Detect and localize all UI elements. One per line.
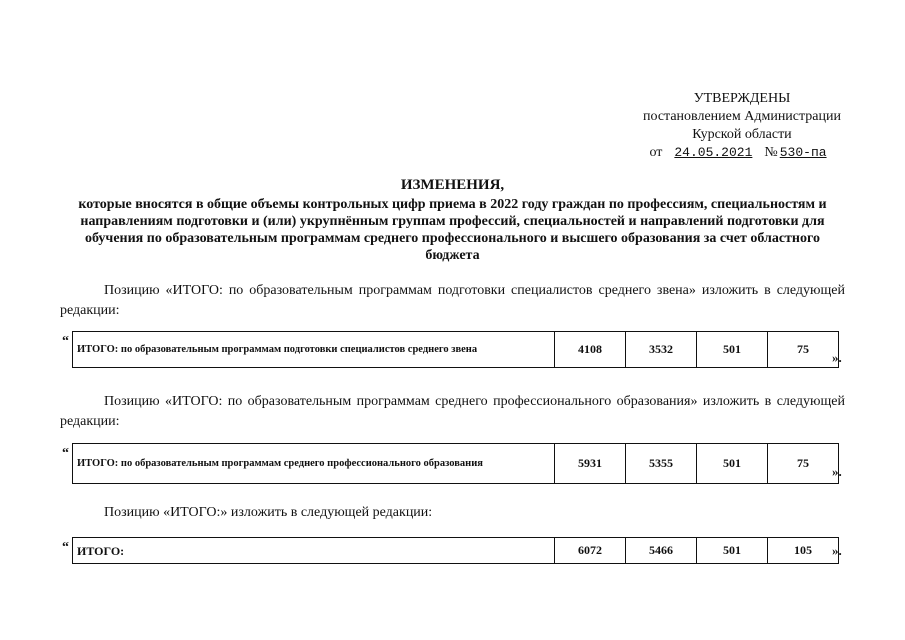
approval-date-line — [643, 144, 841, 162]
quote-close-1: ». — [832, 350, 842, 365]
number-prefix: № — [764, 145, 778, 160]
row-label: ИТОГО: — [73, 538, 555, 564]
approval-issuer: постановлением Администрации — [643, 109, 841, 124]
quote-close-2: ». — [832, 464, 842, 479]
quote-open-2: “ — [62, 446, 69, 461]
date-prefix: от — [649, 145, 663, 160]
quote-close-3: ». — [832, 543, 842, 558]
approval-heading: УТВЕРЖДЕНЫ — [693, 91, 791, 106]
row-value: 5355 — [626, 444, 697, 484]
row-value: 5466 — [626, 538, 697, 564]
row-value: 501 — [697, 538, 768, 564]
approval-number: 530-па — [779, 145, 827, 160]
quote-open-1: “ — [62, 334, 69, 349]
approval-stamp — [643, 90, 841, 162]
quote-open-3: “ — [62, 540, 69, 555]
approval-region: Курской области — [692, 127, 792, 142]
row-value: 105 — [768, 538, 839, 564]
paragraph-section-3: Позицию «ИТОГО:» изложить в следующей редакции: — [104, 505, 433, 520]
row-value: 75 — [768, 332, 839, 368]
row-value: 501 — [697, 444, 768, 484]
approval-date: 24.05.2021 — [674, 145, 753, 160]
row-value: 3532 — [626, 332, 697, 368]
row-value: 4108 — [555, 332, 626, 368]
title-main: ИЗМЕНЕНИЯ, — [400, 177, 505, 193]
row-value: 6072 — [555, 538, 626, 564]
row-value: 5931 — [555, 444, 626, 484]
paragraph-section-1: Позицию «ИТОГО: по образовательным программам подготовки специалистов среднего звена» изложить в следующей редакции: — [60, 283, 845, 318]
row-value: 75 — [768, 444, 839, 484]
document-title — [60, 177, 845, 264]
table-row-3 — [72, 537, 839, 564]
title-subtitle: которые вносятся в общие объемы контрольных цифр приема в 2022 году граждан по профессиям, специальностям и направлениям подготовки и (или) укрупнённым группам профессий, специальностей и направлений подготовки для обучения по образовательным программам среднего профессионального и высшего образования за счет областного бюджета — [78, 197, 827, 263]
row-label: ИТОГО: по образовательным программам среднего профессионального образования — [73, 444, 555, 484]
table-row-2 — [72, 443, 839, 484]
table-row-1 — [72, 331, 839, 368]
row-label: ИТОГО: по образовательным программам подготовки специалистов среднего звена — [73, 332, 555, 368]
row-value: 501 — [697, 332, 768, 368]
paragraph-section-2: Позицию «ИТОГО: по образовательным программам среднего профессионального образования» изложить в следующей редакции: — [60, 394, 845, 429]
